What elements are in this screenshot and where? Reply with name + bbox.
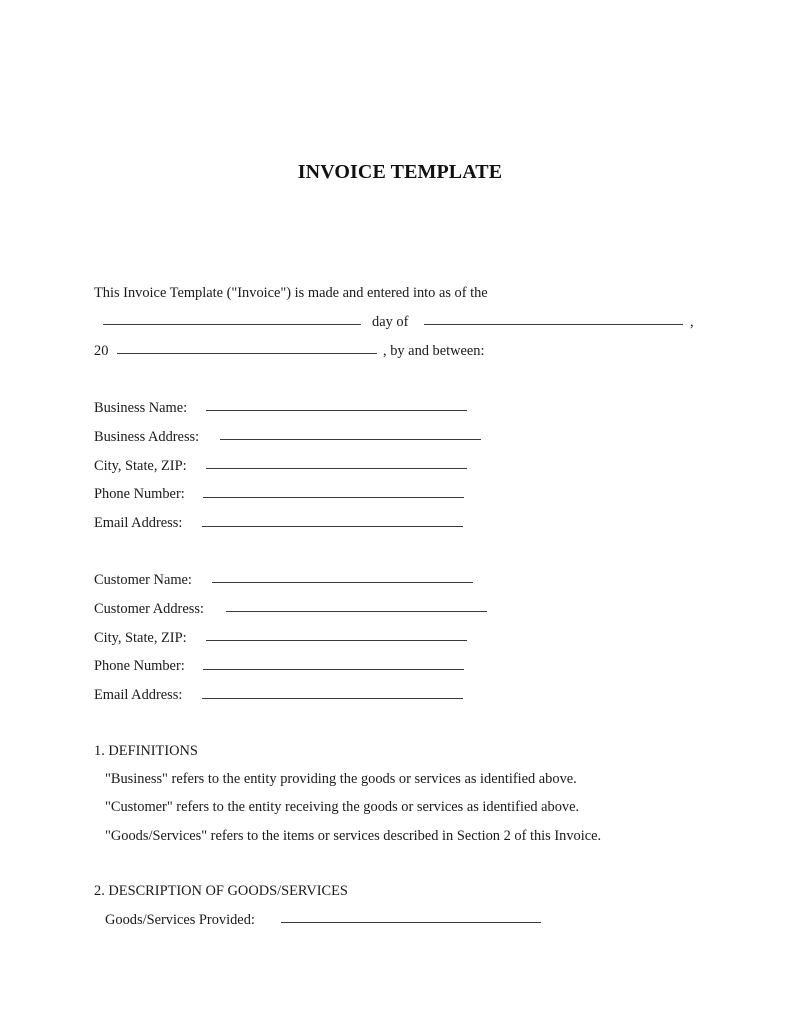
business-name-line — [206, 410, 467, 411]
definition-business: "Business" refers to the entity providing the goods or services as identified above. — [105, 771, 577, 787]
business-address-input[interactable] — [220, 423, 481, 439]
business-city-state-zip-line — [206, 468, 467, 469]
customer-address-input[interactable] — [226, 595, 487, 611]
customer-city-state-zip-label: City, State, ZIP: — [94, 630, 187, 646]
customer-name-line — [212, 582, 473, 583]
business-phone-input[interactable] — [203, 481, 464, 497]
customer-email-input[interactable] — [202, 682, 463, 698]
business-address-label: Business Address: — [94, 429, 200, 445]
month-input[interactable] — [424, 308, 683, 324]
customer-address-line — [226, 611, 487, 612]
customer-address-label: Customer Address: — [94, 601, 204, 617]
goods-services-provided-line — [281, 922, 541, 923]
business-email-input[interactable] — [202, 510, 463, 526]
business-name-label: Business Name: — [94, 400, 188, 416]
business-city-state-zip-input[interactable] — [206, 452, 467, 468]
definition-customer: "Customer" refers to the entity receiving the goods or services as identified above. — [105, 799, 580, 815]
customer-name-input[interactable] — [212, 566, 473, 582]
customer-city-state-zip-line — [206, 640, 467, 641]
customer-phone-label: Phone Number: — [94, 658, 185, 674]
business-address-line — [220, 439, 481, 440]
customer-phone-line — [203, 669, 464, 670]
comma-text: , — [690, 314, 694, 330]
business-city-state-zip-label: City, State, ZIP: — [94, 458, 187, 474]
day-blank-line — [103, 324, 361, 325]
business-phone-line — [203, 497, 464, 498]
document-title: INVOICE TEMPLATE — [297, 161, 503, 183]
customer-email-label: Email Address: — [94, 687, 183, 703]
business-email-label: Email Address: — [94, 515, 183, 531]
customer-phone-input[interactable] — [203, 653, 464, 669]
day-of-text: day of — [372, 314, 409, 330]
business-phone-label: Phone Number: — [94, 486, 185, 502]
customer-city-state-zip-input[interactable] — [206, 624, 467, 640]
goods-services-provided-label: Goods/Services Provided: — [105, 912, 255, 928]
by-and-between-text: , by and between: — [383, 343, 485, 359]
customer-email-line — [202, 698, 463, 699]
year-blank-line — [117, 353, 377, 354]
year-prefix-text: 20 — [94, 343, 109, 359]
month-blank-line — [424, 324, 683, 325]
year-input[interactable] — [117, 337, 377, 353]
day-input[interactable] — [103, 308, 361, 324]
definition-goods-services: "Goods/Services" refers to the items or services described in Section 2 of this Invoice. — [105, 828, 602, 844]
goods-services-provided-input[interactable] — [281, 906, 541, 922]
customer-name-label: Customer Name: — [94, 572, 192, 588]
intro-text: This Invoice Template ("Invoice") is made and entered into as of the — [94, 285, 488, 301]
business-email-line — [202, 526, 463, 527]
business-name-input[interactable] — [206, 394, 467, 410]
goods-services-heading: 2. DESCRIPTION OF GOODS/SERVICES — [94, 883, 348, 899]
definitions-heading: 1. DEFINITIONS — [94, 743, 198, 759]
